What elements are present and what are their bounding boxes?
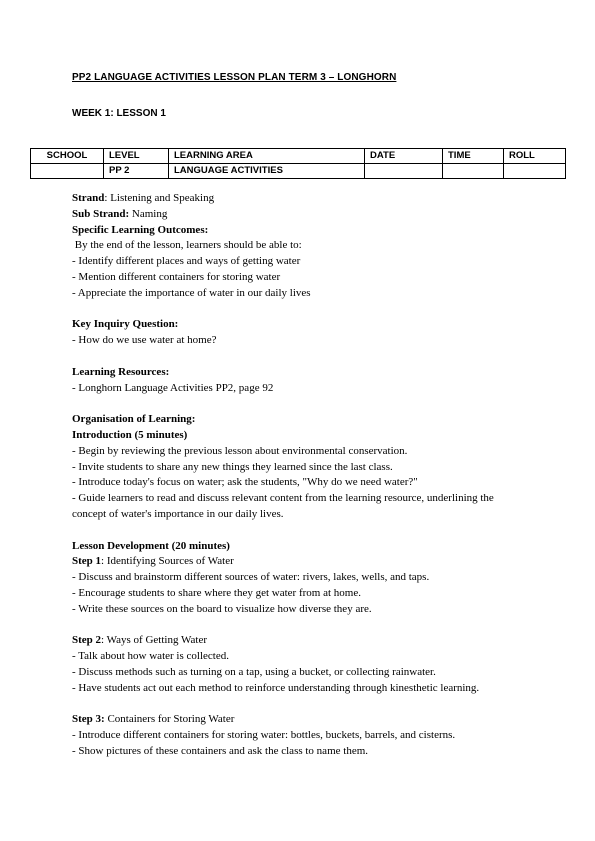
- list-item: - Write these sources on the board to visualize how diverse they are.: [72, 602, 372, 615]
- table-cell: LANGUAGE ACTIVITIES: [169, 164, 365, 179]
- development-heading: Lesson Development (20 minutes): [72, 539, 230, 552]
- page-title: PP2 LANGUAGE ACTIVITIES LESSON PLAN TERM 3 – LONGHORN: [72, 72, 397, 83]
- table-header-cell: DATE: [365, 149, 443, 164]
- step-1-line: [72, 554, 542, 570]
- table-cell: [504, 164, 566, 179]
- strand-label: Strand: [72, 192, 105, 204]
- table-cell: [443, 164, 504, 179]
- table-header-cell: LEARNING AREA: [169, 149, 365, 164]
- step-1-title: : Identifying Sources of Water: [101, 555, 234, 568]
- step-2-title: : Ways of Getting Water: [101, 634, 207, 647]
- sub-strand-label: Sub Strand:: [72, 207, 130, 220]
- sub-strand-line: [72, 207, 542, 223]
- step-2-label: Step 2: [72, 634, 102, 647]
- list-item: - Identify different places and ways of getting water: [72, 255, 301, 268]
- list-item: - Show pictures of these containers and ask the class to name them.: [72, 744, 369, 757]
- list-item: - Talk about how water is collected.: [72, 650, 229, 663]
- table-cell: PP 2: [104, 164, 169, 179]
- week-label: WEEK 1: LESSON 1: [72, 108, 166, 119]
- table-header-cell: TIME: [443, 149, 504, 164]
- list-item: - Have students act out each method to reinforce understanding through kinesthetic learning.: [72, 681, 480, 694]
- list-item: - Guide learners to read and discuss relevant content from the learning resource, underlining the concept of water's importance in our daily lives.: [72, 492, 494, 520]
- lesson-content: [72, 191, 542, 760]
- step-3-line: [72, 712, 542, 728]
- table-cell: [31, 164, 104, 179]
- list-item: - Introduce different containers for storing water: bottles, buckets, barrels, and cisterns.: [72, 729, 456, 742]
- introduction-heading: Introduction (5 minutes): [72, 428, 188, 441]
- list-item: - How do we use water at home?: [72, 334, 217, 347]
- table-cell: [365, 164, 443, 179]
- sub-strand-value: Naming: [129, 207, 168, 220]
- list-item: - Introduce today's focus on water; ask the students, "Why do we need water?": [72, 476, 418, 489]
- organisation-heading: Organisation of Learning:: [72, 413, 196, 426]
- table-header-row: [31, 149, 566, 164]
- table-header-cell: SCHOOL: [31, 149, 104, 164]
- step-3-label: Step 3:: [72, 713, 105, 726]
- list-item: - Mention different containers for storing water: [72, 270, 281, 283]
- list-item: - Discuss methods such as turning on a tap, using a bucket, or collecting rainwater.: [72, 665, 436, 678]
- lesson-info-table: [30, 148, 566, 179]
- list-item: - Appreciate the importance of water in our daily lives: [72, 286, 311, 299]
- strand-line: [72, 191, 542, 207]
- list-item: - Encourage students to share where they get water from at home.: [72, 586, 361, 599]
- resources-heading: Learning Resources:: [72, 365, 170, 378]
- strand-value: : Listening and Speaking: [104, 192, 215, 204]
- list-item: - Discuss and brainstorm different sources of water: rivers, lakes, wells, and taps.: [72, 571, 430, 584]
- inquiry-heading: Key Inquiry Question:: [72, 318, 179, 331]
- step-3-title: Containers for Storing Water: [104, 713, 235, 726]
- outcomes-intro: By the end of the lesson, learners should be able to:: [72, 239, 302, 252]
- table-row: [31, 164, 566, 179]
- step-1-label: Step 1: [72, 555, 102, 568]
- table-header-cell: ROLL: [504, 149, 566, 164]
- table-header-cell: LEVEL: [104, 149, 169, 164]
- outcomes-heading: Specific Learning Outcomes:: [72, 223, 209, 236]
- step-2-line: [72, 633, 542, 649]
- list-item: - Invite students to share any new things they learned since the last class.: [72, 460, 393, 473]
- list-item: - Longhorn Language Activities PP2, page 92: [72, 381, 274, 394]
- list-item: - Begin by reviewing the previous lesson about environmental conservation.: [72, 444, 408, 457]
